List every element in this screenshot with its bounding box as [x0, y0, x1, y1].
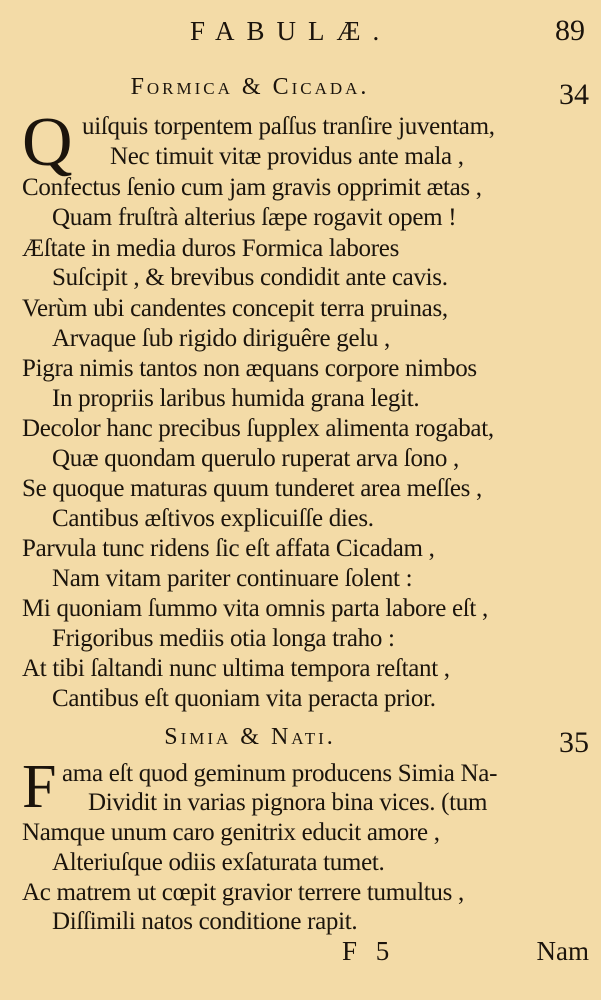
verse-line: Parvula tunc ridens ſic eſt affata Cicadam , [22, 535, 435, 562]
signature-mark: F 5 [342, 936, 396, 966]
catchword: Nam [536, 936, 589, 966]
verse-line: Confectus ſenio cum jam gravis opprimit ætas , [22, 174, 482, 201]
verse-line: Namque unum caro genitrix educit amore , [22, 819, 440, 846]
verse-line: Arvaque ſub rigido diriguêre gelu , [52, 325, 391, 352]
verse-line: Cantibus eſt quoniam vita peracta prior. [52, 685, 436, 712]
verse-line: Verùm ubi candentes concepit terra pruinas, [22, 295, 448, 322]
verse-line: Pigra nimis tantos non æquans corpore nimbos [22, 355, 477, 382]
verse-line: Alteriuſque odiis exſaturata tumet. [52, 849, 385, 876]
verse-line: Decolor hanc precibus ſupplex alimenta rogabat, [22, 415, 494, 442]
fable-title-formica: Formica & Cicada. [130, 74, 370, 100]
verse-line: Mi quoniam ſummo vita omnis parta labore eſt , [22, 595, 488, 622]
verse-line: uiſquis torpentem paſſus tranſire juventam, [82, 113, 495, 140]
verse-line: Dividit in varias pignora bina vices. (tum [88, 789, 488, 816]
verse-line: Ac matrem ut cœpit gravior terrere tumultus , [22, 879, 464, 906]
verse-line: At tibi ſaltandi nunc ultima tempora reſtant , [22, 655, 450, 682]
verse-line: In propriis laribus humida grana legit. [52, 385, 420, 412]
verse-line: Diſſimili natos conditione rapit. [52, 908, 358, 935]
fable-title-simia: Simia & Nati. [164, 724, 336, 750]
fable-number-35: 35 [559, 726, 589, 759]
fable-number-34: 34 [559, 78, 589, 111]
running-title: FABULÆ. [190, 16, 392, 46]
verse-line: Æſtate in media duros Formica labores [22, 235, 399, 262]
drop-cap-q: Q [22, 104, 73, 181]
verse-line: Cantibus æſtivos explicuiſſe dies. [52, 505, 374, 532]
verse-line: Suſcipit , & brevibus condidit ante cavis. [52, 264, 448, 291]
verse-line: Nec timuit vitæ providus ante mala , [110, 143, 464, 170]
verse-line: Se quoque maturas quum tunderet area meſſes , [22, 475, 482, 502]
verse-line: Quæ quondam querulo ruperat arva ſono , [52, 445, 459, 472]
drop-cap-f: F [22, 753, 57, 821]
verse-line: Nam vitam pariter continuare ſolent : [52, 565, 413, 592]
page-number: 89 [555, 14, 585, 47]
verse-line: Quam fruſtrà alterius ſæpe rogavit opem ! [52, 204, 457, 231]
verse-line: ama eſt quod geminum producens Simia Na- [62, 760, 498, 787]
verse-line: Frigoribus mediis otia longa traho : [52, 625, 395, 652]
